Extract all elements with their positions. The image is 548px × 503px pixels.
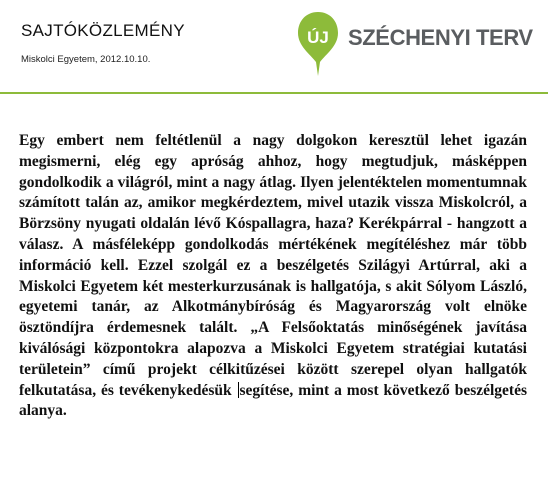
article-body	[19, 131, 527, 422]
document-dateline: Miskolci Egyetem, 2012.10.10.	[21, 54, 151, 65]
document-title: SAJTÓKÖZLEMÉNY	[21, 21, 185, 40]
text-cursor	[238, 382, 239, 398]
logo-pin-text: ÚJ	[307, 28, 329, 47]
logo-brand-text: SZÉCHENYI TERV	[348, 25, 533, 50]
article-text-part-2: segítése, mint a most következő beszélgetés alanya.	[19, 381, 528, 420]
szechenyi-terv-logo	[296, 10, 536, 78]
map-pin-logo-icon	[296, 10, 340, 78]
header-divider	[0, 92, 548, 94]
article-text-part-1: Egy embert nem feltétlenül a nagy dolgokon keresztül lehet igazán megismerni, elég egy apróság ahhoz, hogy megtudjuk, másképpen gondolkodik a világról, mint a nagy átlag. Ilyen jelentéktelen momentumnak számított talán az, amikor megkérdeztem, mivel utazik vissza Miskolcról, a Börzsöny nyugati oldalán lévő Kóspallagra, haza? Kerékpárral - hangzott a válasz. A másféleképp gondolkodás mértékének megítéléshez már több információ kell. Ezzel szolgál ez a beszélgetés Szilágyi Artúrral, aki a Miskolci Egyetem két mesterkurzusának is hallgatója, s akit Sólyom László, egyetemi tanár, az Alkotmánybíróság és Magyarország volt elnöke ösztöndíjra érdemesnek talált. „A Felsőoktatás minőségének javítása kiválósági központokra alapozva a Miskolci Egyetem stratégiai kutatási területein” című projekt célkitűzései között szerepel olyan hallgatók felkutatása, és tevékenykedésük	[19, 132, 527, 399]
